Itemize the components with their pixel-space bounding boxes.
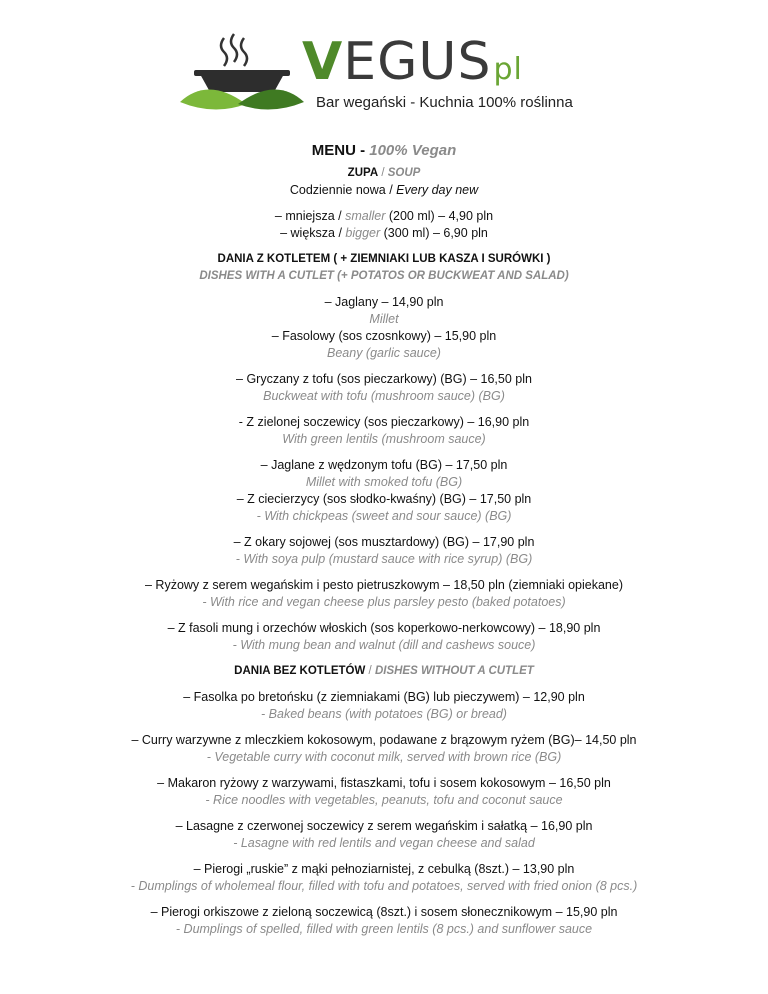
- soup-small-a: – mniejsza /: [274, 209, 346, 223]
- nocutlet-heading: [0, 663, 768, 680]
- menu-item: – Gryczany z tofu (sos pieczarkowy) (BG) – 16,50 pln: [236, 372, 532, 386]
- nocutlet-heading-pl: DANIA BEZ KOTLETÓW: [234, 665, 366, 677]
- soup-heading-en: SOUP: [387, 167, 421, 179]
- menu-item-en: - Lasagne with red lentils and vegan cheese and salad: [233, 836, 535, 850]
- menu-item: – Curry warzywne z mleczkiem kokosowym, podawane z brązowym ryżem (BG)– 14,50 pln: [131, 733, 637, 747]
- menu-item: – Fasolowy (sos czosnkowy) – 15,90 pln: [271, 329, 497, 343]
- soup-small-b: (200 ml) – 4,90 pln: [385, 209, 494, 223]
- cutlet-heading: DANIA Z KOTLETEM ( + ZIEMNIAKI LUB KASZA I SURÓWKI ): [217, 253, 551, 265]
- menu-item: – Z okary sojowej (sos musztardowy) (BG) – 17,90 pln: [233, 535, 535, 549]
- soup-big: [0, 225, 768, 242]
- menu-item: – Pierogi „ruskie” z mąki pełnoziarnistej, z cebulką (8szt.) – 13,90 pln: [193, 862, 575, 876]
- menu-item-en: - With rice and vegan cheese plus parsley pesto (baked potatoes): [202, 595, 566, 609]
- nocutlet-heading-en: DISHES WITHOUT A CUTLET: [374, 665, 534, 677]
- menu-item: – Jaglane z wędzonym tofu (BG) – 17,50 pln: [260, 458, 508, 472]
- soup-small: [0, 208, 768, 225]
- vegus-logo: [178, 30, 598, 120]
- menu-item-en: - Baked beans (with potatoes (BG) or bread): [261, 707, 507, 721]
- soup-big-b: (300 ml) – 6,90 pln: [380, 226, 488, 240]
- soup-heading-pl: ZUPA: [347, 167, 379, 179]
- menu-item-en: - Dumplings of wholemeal flour, filled with tofu and potatoes, served with fried onion (8 pcs.): [130, 879, 638, 893]
- menu-item: – Lasagne z czerwonej soczewicy z serem wegańskim i sałatką – 16,90 pln: [175, 819, 593, 833]
- menu-item-en: Buckweat with tofu (mushroom sauce) (BG): [263, 389, 505, 403]
- menu-item-en: - Dumplings of spelled, filled with green lentils (8 pcs.) and sunflower sauce: [175, 922, 593, 936]
- soup-daily: [0, 182, 768, 199]
- soup-big-en: bigger: [345, 226, 381, 240]
- menu-item: – Z ciecierzycy (sos słodko-kwaśny) (BG) – 17,50 pln: [236, 492, 532, 506]
- soup-heading: [0, 165, 768, 182]
- brand-rest: EGUS: [343, 32, 492, 92]
- menu-title: [0, 142, 768, 159]
- steaming-bowl-icon: [178, 30, 308, 120]
- menu-item: – Z fasoli mung i orzechów włoskich (sos koperkowo-nerkowcowy) – 18,90 pln: [167, 621, 601, 635]
- menu-item: – Pierogi orkiszowe z zieloną soczewicą (8szt.) i sosem słonecznikowym – 15,90 pln: [150, 905, 618, 919]
- menu-item-en: Millet: [369, 312, 399, 326]
- menu-title-main: MENU -: [311, 142, 370, 159]
- menu-item: – Ryżowy z serem wegańskim i pesto pietruszkowym – 18,50 pln (ziemniaki opiekane): [145, 578, 623, 592]
- menu-item: – Jaglany – 14,90 pln: [324, 295, 444, 309]
- brand-v: V: [302, 32, 344, 92]
- menu-item: - Z zielonej soczewicy (sos pieczarkowy) – 16,90 pln: [238, 415, 530, 429]
- menu-item-en: - Vegetable curry with coconut milk, served with brown rice (BG): [206, 750, 562, 764]
- menu-item: – Fasolka po bretońsku (z ziemniakami (BG) lub pieczywem) – 12,90 pln: [183, 690, 585, 704]
- menu-item-en: With green lentils (mushroom sauce): [282, 432, 486, 446]
- menu-item-en: - With mung bean and walnut (dill and cashews souce): [232, 638, 536, 652]
- cutlet-heading-en: DISHES WITH A CUTLET (+ POTATOS OR BUCKWEAT AND SALAD): [199, 270, 569, 282]
- menu-item-en: Millet with smoked tofu (BG): [305, 475, 463, 489]
- menu-item: – Makaron ryżowy z warzywami, fistaszkami, tofu i sosem kokosowym – 16,50 pln: [157, 776, 611, 790]
- menu-item-en: - With soya pulp (mustard sauce with rice syrup) (BG): [235, 552, 533, 566]
- nocutlet-sep: /: [365, 665, 375, 677]
- brand-name: [302, 32, 523, 100]
- brand-suffix: pl: [493, 52, 523, 87]
- menu-item-en: - Rice noodles with vegetables, peanuts, tofu and coconut sauce: [205, 793, 563, 807]
- soup-small-en: smaller: [345, 209, 386, 223]
- soup-daily-pl: Codziennie nowa /: [289, 183, 397, 197]
- soup-big-a: – większa /: [280, 226, 346, 240]
- soup-daily-en: Every day new: [396, 183, 479, 197]
- menu-item-en: - With chickpeas (sweet and sour sauce) (BG): [256, 509, 512, 523]
- menu-content: [0, 142, 768, 938]
- tagline: Bar wegański - Kuchnia 100% roślinna: [316, 94, 573, 111]
- menu-item-en: Beany (garlic sauce): [327, 346, 441, 360]
- soup-sep: /: [378, 167, 388, 179]
- menu-title-sub: 100% Vegan: [369, 142, 457, 159]
